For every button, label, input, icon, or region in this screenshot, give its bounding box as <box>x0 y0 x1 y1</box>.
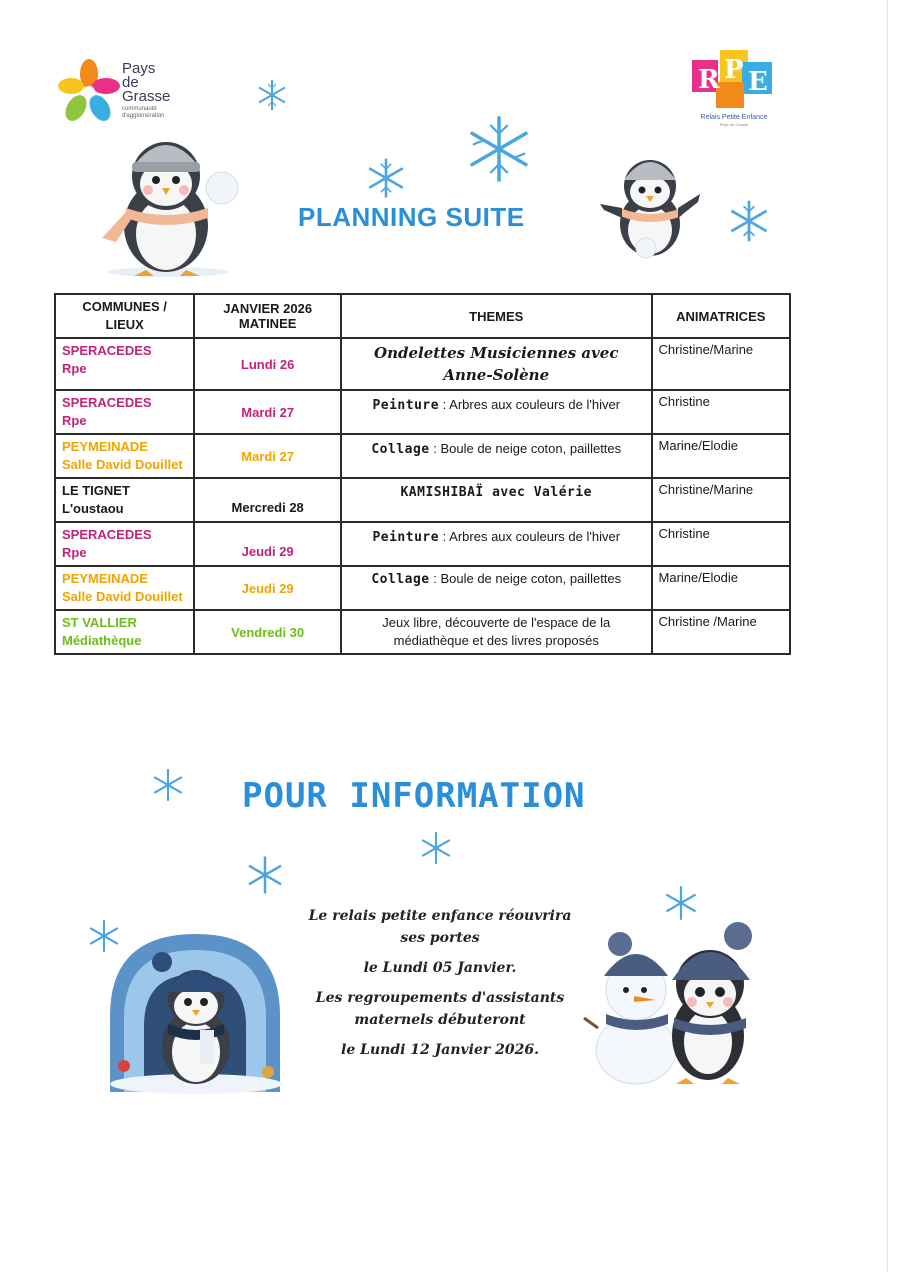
commune-cell <box>55 478 194 522</box>
info-line-2: le Lundi 05 Janvier. <box>363 960 517 976</box>
theme-cell <box>341 522 652 566</box>
theme-label: Peinture <box>372 530 440 545</box>
date-cell: Jeudi 29 <box>194 522 341 566</box>
snowflake-icon <box>462 112 536 186</box>
commune-name: SPERACEDES <box>62 343 152 358</box>
table-row <box>55 610 790 654</box>
lieu-name: Rpe <box>62 361 87 376</box>
info-title: POUR INFORMATION <box>242 776 586 816</box>
rpe-logo <box>690 48 778 130</box>
rpe-subcaption: Pays de Grasse <box>719 122 749 127</box>
commune-name: SPERACEDES <box>62 527 152 542</box>
planning-table <box>54 293 791 655</box>
header-date-line2: MATINEE <box>238 316 297 331</box>
animatrices-cell: Marine/Elodie <box>652 566 790 610</box>
table-row <box>55 434 790 478</box>
animatrices-cell: Marine/Elodie <box>652 434 790 478</box>
penguin-illustration <box>96 126 242 278</box>
animatrices-cell: Christine/Marine <box>652 478 790 522</box>
info-line-4: le Lundi 12 Janvier 2026. <box>341 1042 539 1058</box>
logo-subtitle: communauté d'agglomération <box>122 106 165 119</box>
igloo-penguin-illustration <box>104 926 286 1094</box>
table-row <box>55 338 790 390</box>
commune-cell <box>55 522 194 566</box>
date-cell: Mardi 27 <box>194 390 341 434</box>
animatrices-cell: Christine/Marine <box>652 338 790 390</box>
date-cell: Jeudi 29 <box>194 566 341 610</box>
info-line-3: Les regroupements d'assistants maternels débuteront <box>315 990 565 1028</box>
commune-name: SPERACEDES <box>62 395 152 410</box>
flower-logo-icon <box>58 58 120 124</box>
header-animatrices: ANIMATRICES <box>652 294 790 338</box>
logo-line-pays: Pays <box>122 60 156 77</box>
header-themes: THEMES <box>341 294 652 338</box>
animatrices-cell: Christine /Marine <box>652 610 790 654</box>
snowflake-icon <box>726 198 772 244</box>
theme-label: Collage <box>371 442 430 457</box>
table-row <box>55 566 790 610</box>
snowman-penguin-illustration <box>582 918 766 1088</box>
lieu-name: L'oustaou <box>62 501 124 516</box>
snowflake-icon <box>364 156 408 200</box>
commune-name: PEYMEINADE <box>62 439 148 454</box>
theme-label: Peinture <box>372 398 440 413</box>
theme-text: : Boule de neige coton, paillettes <box>429 441 622 456</box>
commune-cell <box>55 566 194 610</box>
page-title: PLANNING SUITE <box>298 202 525 232</box>
snowflake-icon <box>255 78 289 112</box>
theme-text: : Arbres aux couleurs de l'hiver <box>439 397 621 412</box>
info-text <box>300 905 580 1069</box>
theme-cell <box>341 434 652 478</box>
commune-name: PEYMEINADE <box>62 571 148 586</box>
header-date <box>194 294 341 338</box>
lieu-name: Salle David Douillet <box>62 457 183 472</box>
header-date-line1: JANVIER 2026 <box>223 301 313 316</box>
rpe-logo-icon <box>690 48 778 114</box>
animatrices-cell: Christine <box>652 390 790 434</box>
commune-cell <box>55 434 194 478</box>
svg-text:P: P <box>724 55 744 85</box>
info-line-1: Le relais petite enfance réouvrira ses portes <box>308 908 572 946</box>
theme-cell: Jeux libre, découverte de l'espace de la médiathèque et des livres proposés <box>341 610 652 654</box>
table-row <box>55 478 790 522</box>
lieu-name: Salle David Douillet <box>62 589 183 604</box>
date-cell: Lundi 26 <box>194 338 341 390</box>
commune-name: ST VALLIER <box>62 615 137 630</box>
snowflake-icon <box>244 854 286 896</box>
header-communes: COMMUNES / LIEUX <box>55 294 194 338</box>
table-header-row <box>55 294 790 338</box>
theme-cell <box>341 390 652 434</box>
snowflake-icon <box>150 767 186 803</box>
logo-line-de: de <box>122 74 139 91</box>
lieu-name: Rpe <box>62 413 87 428</box>
commune-cell <box>55 338 194 390</box>
theme-cell: Ondelettes Musiciennes avec Anne-Solène <box>341 338 652 390</box>
commune-name: LE TIGNET <box>62 483 130 498</box>
penguin-illustration <box>598 148 702 260</box>
theme-text: : Boule de neige coton, paillettes <box>429 571 622 586</box>
animatrices-cell: Christine <box>652 522 790 566</box>
lieu-name: Médiathèque <box>62 633 142 648</box>
table-row <box>55 522 790 566</box>
logo-line-grasse: Grasse <box>122 88 171 105</box>
theme-text: : Arbres aux couleurs de l'hiver <box>439 529 621 544</box>
theme-cell: KAMISHIBAÏ avec Valérie <box>341 478 652 522</box>
date-cell: Vendredi 30 <box>194 610 341 654</box>
commune-cell <box>55 390 194 434</box>
theme-label: Collage <box>371 572 430 587</box>
theme-cell <box>341 566 652 610</box>
svg-text:R: R <box>698 65 720 95</box>
snowflake-icon <box>662 884 700 922</box>
pays-de-grasse-logo <box>58 58 198 128</box>
date-cell: Mercredi 28 <box>194 478 341 522</box>
snowflake-icon <box>418 830 454 866</box>
svg-text:E: E <box>748 67 768 97</box>
page-edge-line <box>887 0 888 1272</box>
rpe-caption: Relais Petite Enfance <box>700 114 768 121</box>
table-row <box>55 390 790 434</box>
lieu-name: Rpe <box>62 545 87 560</box>
commune-cell <box>55 610 194 654</box>
date-cell: Mardi 27 <box>194 434 341 478</box>
